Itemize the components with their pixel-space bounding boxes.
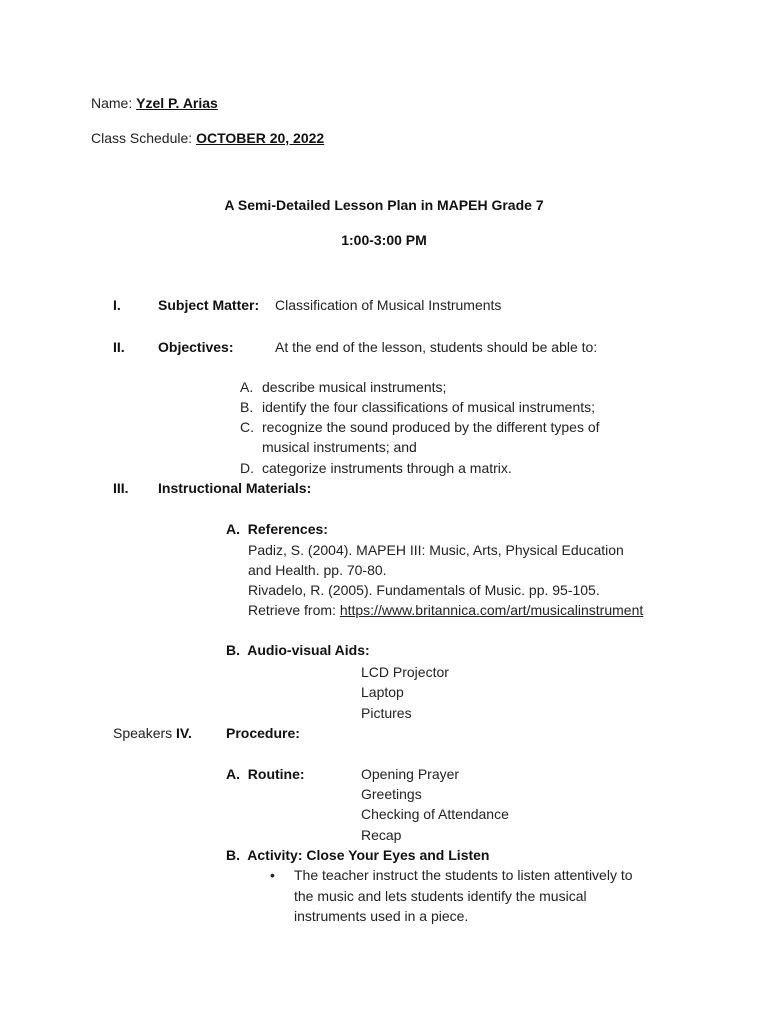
routine-item: Opening Prayer — [361, 766, 460, 782]
reference-line: Padiz, S. (2004). MAPEH III: Music, Arts, Physical Education — [248, 542, 624, 558]
retrieve-label: Retrieve from: — [248, 602, 336, 618]
section2-numeral: II. — [113, 339, 125, 355]
bullet-icon: • — [270, 867, 275, 883]
name-value: Yzel P. Arias — [136, 95, 218, 111]
objective-text: categorize instruments through a matrix. — [262, 460, 512, 476]
routine-item: Checking of Attendance — [361, 806, 509, 822]
reference-line: Rivadelo, R. (2005). Fundamentals of Music. pp. 95-105. — [248, 582, 600, 598]
references-heading: A. References: — [226, 521, 328, 537]
section1-text: Classification of Musical Instruments — [275, 297, 502, 313]
section4-heading: Procedure: — [226, 725, 300, 741]
audio-visual-heading: B. Audio-visual Aids: — [226, 642, 370, 658]
objective-letter: A. — [240, 379, 254, 395]
section4-numeral: IV. — [176, 725, 192, 741]
objective-text: describe musical instruments; — [262, 379, 447, 395]
routine-item: Recap — [361, 827, 402, 843]
reference-link[interactable]: https://www.britannica.com/art/musicalinstrument — [339, 602, 644, 618]
audio-visual-item: LCD Projector — [361, 664, 449, 680]
section1-numeral: I. — [113, 297, 121, 313]
reference-line: and Health. pp. 70-80. — [248, 562, 387, 578]
objective-text-continued: musical instruments; and — [262, 439, 417, 455]
activity-heading: B. Activity: Close Your Eyes and Listen — [226, 847, 490, 863]
name-line — [91, 94, 218, 112]
reference-retrieve-line — [248, 601, 643, 619]
section1-heading: Subject Matter: — [158, 297, 260, 313]
schedule-value: OCTOBER 20, 2022 — [196, 130, 325, 146]
document-title: A Semi-Detailed Lesson Plan in MAPEH Grade 7 — [224, 197, 544, 213]
objective-letter: C. — [240, 419, 254, 435]
activity-line: the music and lets students identify the musical — [294, 888, 587, 904]
section4-prefix: Speakers — [113, 725, 173, 741]
objective-text: identify the four classifications of musical instruments; — [262, 399, 596, 415]
objective-letter: D. — [240, 460, 254, 476]
audio-visual-item: Laptop — [361, 684, 404, 700]
objective-text: recognize the sound produced by the different types of — [262, 419, 600, 435]
routine-heading: A. Routine: — [226, 766, 305, 782]
schedule-line — [91, 129, 324, 147]
objective-letter: B. — [240, 399, 254, 415]
section3-heading: Instructional Materials: — [158, 480, 312, 496]
section2-heading: Objectives: — [158, 339, 234, 355]
schedule-label: Class Schedule: — [91, 130, 193, 146]
section3-numeral: III. — [113, 480, 129, 496]
document-time: 1:00-3:00 PM — [341, 232, 427, 248]
audio-visual-item: Pictures — [361, 705, 412, 721]
section2-intro: At the end of the lesson, students should be able to: — [275, 339, 598, 355]
routine-item: Greetings — [361, 786, 422, 802]
name-label: Name: — [91, 95, 133, 111]
activity-line: instruments used in a piece. — [294, 908, 469, 924]
activity-line: The teacher instruct the students to listen attentively to — [294, 867, 633, 883]
section4-line — [113, 724, 192, 742]
